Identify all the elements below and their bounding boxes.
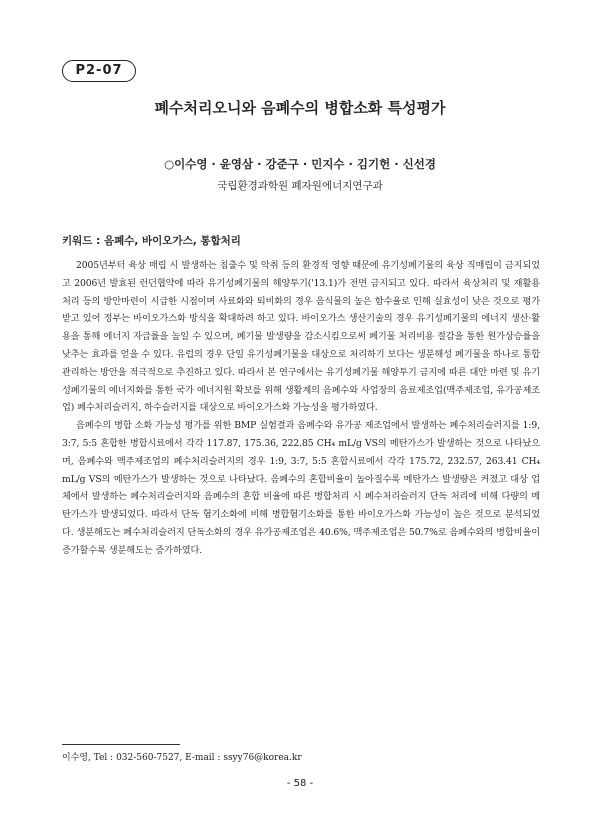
affiliation: 국립환경과학원 폐자원에너지연구과 <box>217 180 383 192</box>
paper-title: 폐수처리오니와 음폐수의 병합소화 특성평가 <box>154 99 446 117</box>
corresponding-author-footnote: 이수영, Tel : 032-560-7527, E-mail : ssyy76@korea.kr <box>62 753 302 763</box>
abstract-body <box>62 257 540 560</box>
keywords: 키워드 : 음폐수, 바이오가스, 통합처리 <box>62 235 241 247</box>
footnote-divider <box>62 744 180 745</box>
abstract-paragraph-1: 2005년부터 육상 매립 시 발생하는 침출수 및 악취 등의 환경적 영향 때문에 유기성폐기물의 육상 직매립이 금지되었고 2006년 발효된 런던협약에 따라 유기성폐기물의 해양투기('13.1)가 전면 금지되고 있다. 따라서 육상처리 및 재활용처리 등의 방안마련이 시급한 시점이며 사료화와 퇴비화의 경우 음식물의 높은 함수율로 인해 실효성이 낮은 것으로 평가받고 있어 정부는 바이오가스화 방식을 확대하려 하고 있다. 바이오가스 생산기술의 경우 유기성폐기물의 에너지 생산·활용을 통해 에너지 자급률을 높일 수 있으며, 폐기물 발생량을 감소시킴으로써 폐기물 처리비용 절감을 통한 원가상승률을 낮추는 효과를 얻을 수 있다. 유럽의 경우 단일 유기성폐기물을 대상으로 처리하기 보다는 생분해성 폐기물을 하나로 통합 관리하는 방안을 적극적으로 추진하고 있다. 따라서 본 연구에서는 유기성폐기물 해양투기 금지에 따른 대안 마련 및 유기성폐기물의 에너지화를 통한 국가 에너지원 확보를 위해 생활계의 음폐수와 사업장의 음료제조업(맥주제조업, 유가공제조업) 폐수처리슬러지, 하수슬러지를 대상으로 바이오가스화 가능성을 평가하였다. <box>62 260 540 414</box>
session-code-badge: P2-07 <box>62 60 136 82</box>
abstract-paragraph-2: 음폐수의 병합 소화 가능성 평가를 위한 BMP 실험결과 음폐수와 유가공 제조업에서 발생하는 폐수처리슬러지를 1:9, 3:7, 5:5 혼합한 병합시료에서 각각 117.87, 175.36, 222.85 CH₄ mL/g VS의 메탄가스가 발생하는 것으로 나타났으며, 음폐수와 맥주제조업의 폐수처리슬러지의 경우 1:9, 3:7, 5:5 혼합시료에서 각각 175.72, 232.57, 263.41 CH₄ mL/g VS의 메탄가스가 발생하는 것으로 나타났다. 음폐수의 혼합비율이 높아질수록 메탄가스 발생량은 커졌고 대상 업체에서 발생하는 폐수처리슬러지와 음폐수의 혼합 비율에 따른 병합처리 시 폐수처리슬러지 단독 처리에 비해 다량의 메탄가스가 발생되었다. 따라서 단독 혐기소화에 비해 병합혐기소화를 통한 바이오가스화 가능성이 높은 것으로 분석되었다. 생분해도는 폐수처리슬러지 단독소화의 경우 유가공제조업은 40.6%, 맥주제조업은 50.7%로 음폐수와의 병합비율이 증가할수록 생분해도는 증가하였다. <box>62 420 540 556</box>
page-number: - 58 - <box>286 778 314 789</box>
author-list: ○이수영 · 윤영삼 · 강준구 · 민지수 · 김기헌 · 신선경 <box>164 157 436 171</box>
